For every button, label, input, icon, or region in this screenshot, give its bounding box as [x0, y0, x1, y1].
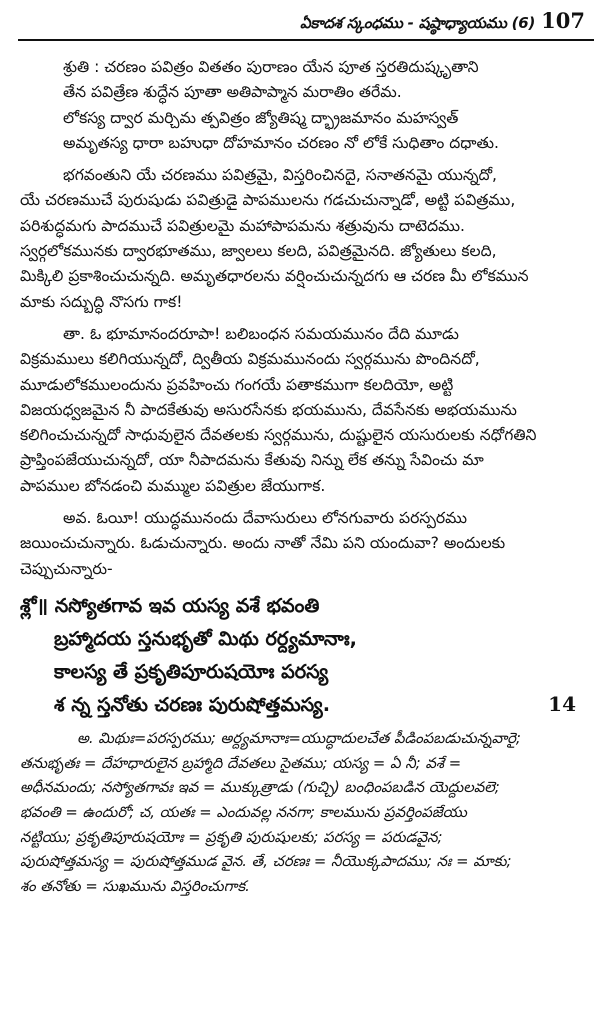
- text-line: విజయధ్వజమైన నీ పాదకేతువు అసురసేనకు భయమును, దేవసేనకు అభయమును: [20, 400, 517, 419]
- text-line: మిక్కిలి ప్రకాశించుచున్నది. అమృతధారలను వర్షించుచున్నదగు ఆ చరణ మీ లోకమున: [20, 267, 529, 286]
- text-line: విక్రమములు కలిగియున్నదో, ద్వితీయ విక్రమమునందు స్వర్గమును పొందినదో,: [20, 350, 480, 369]
- sruti-block: [20, 55, 586, 156]
- text-line: శ్రుతి : చరణం పవిత్రం వితతం పురాణం యేన పూత స్తరతిదుష్కృతాని: [63, 58, 479, 76]
- page-content: [20, 55, 586, 900]
- text-line: భవంతి = ఉందురో; చ, యతః = ఎందువల్ల ననగా; కాలమును ప్రవర్తింపజేయు: [20, 804, 467, 822]
- text-line: పురుషోత్తమస్య = పురుషోత్తముడ వైన. తే, చరణః = నీయొక్కపాదము; నః = మాకు;: [20, 853, 512, 871]
- text-line: పరిశుద్ధమగు పాదముచే పవిత్రులమై మహాపాపమను శత్రువును దాటెదము.: [20, 216, 465, 235]
- sloka-block: [20, 589, 586, 721]
- tatparya-paragraph: [20, 322, 586, 499]
- text-line: అవ. ఓయీ! యుద్ధమునందు దేవాసురులు లోనగువారు పరస్పరము: [63, 509, 468, 528]
- sloka-line: శ్లో॥ నస్యోతగావ ఇవ యస్య వశే భవంతి: [20, 593, 320, 617]
- text-line: యే చరణముచే పురుషుడు పవిత్రుడై పాపములను గడచుచున్నాడో, అట్టి పవిత్రము,: [20, 191, 516, 210]
- text-line: తేన పవిత్రేణ శుద్ధేన పూతా అతిపాప్మాన మరాతిం తరేమ.: [63, 83, 402, 102]
- sloka-line-text: శ న్న స్తనోతు చరణః పురుషోత్తమస్య.: [54, 692, 330, 716]
- text-line: తనుభృతః = దేహధారులైన బ్రహ్మాది దేవతలు సైతము; యస్య = ఏ నీ; వశే =: [20, 754, 462, 772]
- sloka-line: కాలస్య తే ప్రకృతిపూరుషయోః పరస్య: [54, 659, 329, 683]
- header-rule: [18, 39, 594, 41]
- sloka-number: 14: [548, 691, 576, 716]
- running-title: ఏకాదశ స్కంధము - షష్ఠాధ్యాయము (6): [300, 14, 536, 32]
- word-meaning-block: [20, 727, 586, 900]
- text-line: అ. మిథుః=పరస్పరము; అర్ద్యమానాః=యుద్ధాదులచేత పీడింపబడుచున్నవారై;: [77, 729, 521, 747]
- meaning-paragraph: [20, 163, 586, 315]
- text-line: కలిగించుచున్నదో సాధువులైన దేవతలకు స్వర్గమును, దుష్టులైన యసురులకు నధోగతిని: [20, 426, 537, 445]
- text-line: భగవంతుని యే చరణము పవిత్రమై, విస్తరించినదై, సనాతనమై యున్నదో,: [63, 166, 498, 185]
- text-line: చెప్పుచున్నారు-: [20, 559, 113, 578]
- sloka-line: బ్రహ్మాదయ స్తనుభృతో మిథు రర్ద్యమానాః,: [54, 626, 357, 650]
- text-line: మూడులోకములందును ప్రవహించు గంగయే పతాకముగా కలదియో, అట్టి: [20, 375, 454, 394]
- avatarika-paragraph: [20, 506, 586, 582]
- text-line: తా. ఓ భూమానందరూపా! బలిబంధన సమయమునం దేది మూడు: [63, 324, 459, 343]
- text-line: పాపముల బోనడంచి మమ్ముల పవిత్రుల జేయుగాక.: [20, 476, 326, 495]
- page-number: 107: [541, 8, 585, 33]
- text-line: అధీనమందు; నస్యోతగావః ఇవ = ముక్కుత్రాడు (గుచ్చి) బంధింపబడిన యెద్దులవలె;: [20, 779, 500, 797]
- text-line: శం తనోతు = సుఖమును విస్తరించుగాక.: [20, 878, 250, 896]
- text-line: అమృతస్య ధారా బహుధా దోహమానం చరణం నో లోకే సుధితాం దధాతు.: [63, 133, 499, 152]
- text-line: జయించుచున్నారు. ఓడుచున్నారు. అందు నాతో నేమి పని యందువా? అందులకు: [20, 534, 506, 553]
- running-header: [300, 8, 585, 34]
- sloka-line-last: [20, 688, 586, 721]
- text-line: ప్రాప్తింపజేయుచున్నదో, యా నీపాదమను కేతువు నిన్ను లేక తన్ను సేవించు మా: [20, 451, 484, 470]
- text-line: నట్టియు; ప్రకృతిపూరుషయోః = ప్రకృతి పురుషులకు; పరస్య = పరుడవైన;: [20, 828, 443, 846]
- text-line: లోకస్య ద్వార మర్చిమ త్పవిత్రం జ్యోతిష్మ ద్భ్రాజమానం మహస్వత్: [63, 108, 459, 127]
- text-line: స్వర్గలోకమునకు ద్వారభూతము, జ్వాలలు కలది, పవిత్రమైనది. జ్యోతులు కలది,: [20, 242, 497, 261]
- text-line: మాకు సద్బుద్ధి నొసగు గాక!: [20, 292, 183, 311]
